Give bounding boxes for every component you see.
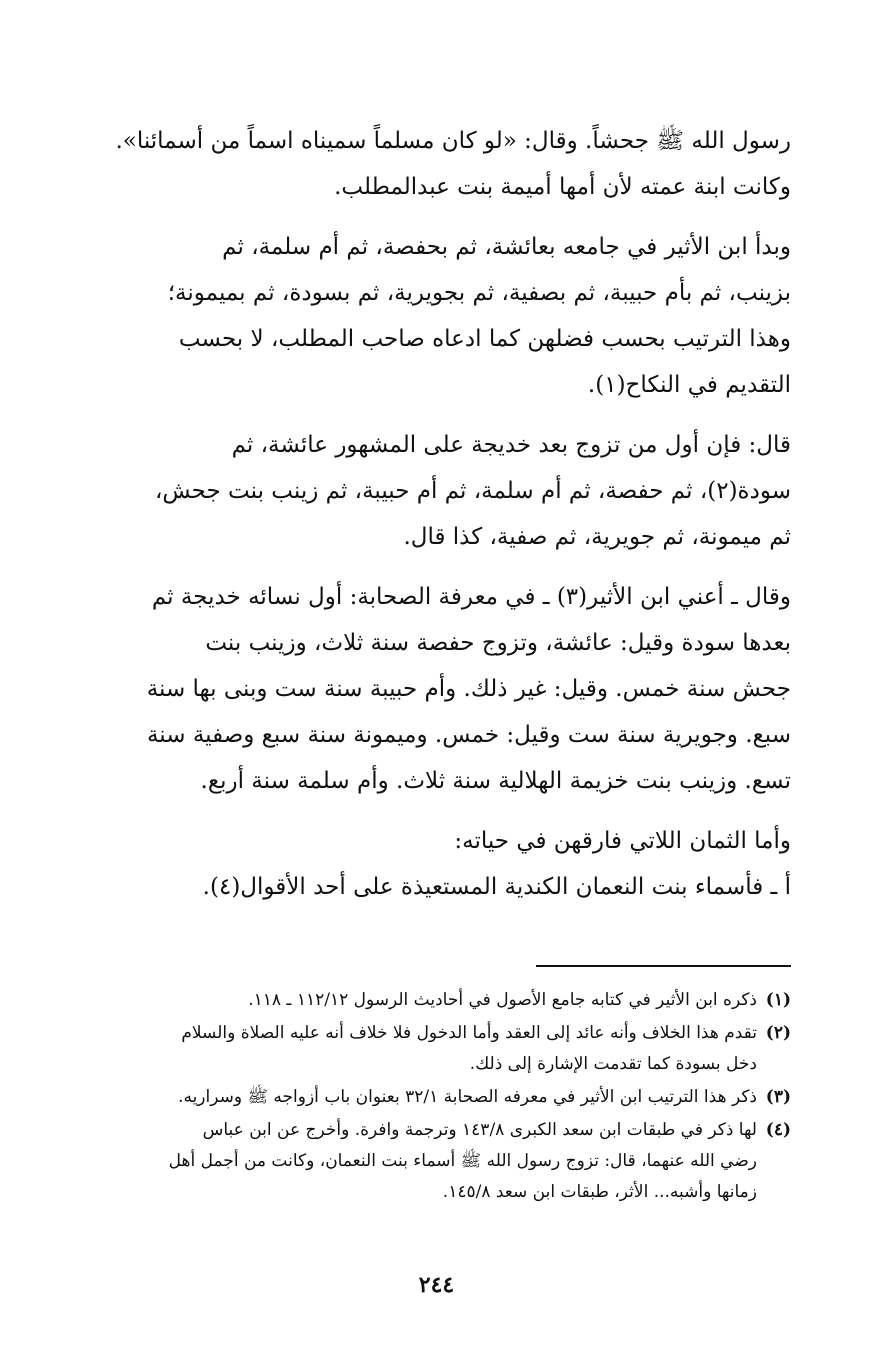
- main-text: [81, 118, 791, 910]
- footnote-3: [81, 1082, 791, 1113]
- paragraph-2: وبدأ ابن الأثير في جامعه بعائشة، ثم بحفصة، ثم أم سلمة، ثم بزينب، ثم بأم حبيبة، ثم بصفية، ثم بجويرية، ثم بسودة، ثم بميمونة؛ وهذا الترتيب بحسب فضلهن كما ادعاه صاحب المطلب، لا بحسب التقديم في النكاح(١).: [167, 234, 791, 398]
- paragraph-3: قال: فإن أول من تزوج بعد خديجة على المشهور عائشة، ثم سودة(٢)، ثم حفصة، ثم أم سلمة، ثم أم حبيبة، ثم زينب بنت جحش، ثم ميمونة، ثم جويرية، ثم صفية، كذا قال.: [154, 432, 791, 550]
- paragraph-1: رسول الله ﷺ جحشاً. وقال: «لو كان مسلماً سميناه اسماً من أسمائنا». وكانت ابنة عمته لأن أمها أميمة بنت عبدالمطلب.: [115, 128, 791, 200]
- footnote-2: [81, 1018, 791, 1080]
- footnote-text: ذكره ابن الأثير في كتابه جامع الأصول في أحاديث الرسول ١١٢/١٢ ـ ١١٨.: [248, 990, 757, 1010]
- paragraph-5: وأما الثمان اللاتي فارقهن في حياته: أ ـ فأسماء بنت النعمان الكندية المستعيذة على أحد الأقوال(٤).: [202, 828, 791, 900]
- footnote-text: ذكر هذا الترتيب ابن الأثير في معرفه الصحابة ٣٢/١ بعنوان باب أزواجه ﷺ وسراريه.: [178, 1087, 757, 1107]
- page-number: ٢٤٤: [418, 1272, 455, 1298]
- footnote-1: [81, 985, 791, 1016]
- footnote-separator: [536, 965, 791, 967]
- footnote-text: لها ذكر في طبقات ابن سعد الكبرى ١٤٣/٨ وترجمة وافرة. وأخرج عن ابن عباس رضي الله عنهما، قال: تزوج رسول الله ﷺ أسماء بنت النعمان، وكانت من أجمل أهل زمانها وأشبه... الأثر، طبقات ابن سعد ١٤٥/٨.: [168, 1120, 757, 1202]
- footnotes: [81, 985, 791, 1210]
- footnote-text: تقدم هذا الخلاف وأنه عائد إلى العقد وأما الدخول فلا خلاف أنه عليه الصلاة والسلام دخل بسودة كما تقدمت الإشارة إلى ذلك.: [181, 1023, 757, 1074]
- footnote-4: [81, 1115, 791, 1208]
- footnote-number: (٣): [765, 1087, 791, 1107]
- paragraph-4: وقال ـ أعني ابن الأثير(٣) ـ في معرفة الصحابة: أول نسائه خديجة ثم بعدها سودة وقيل: عائشة، وتزوج حفصة سنة ثلاث، وزينب بنت جحش سنة خمس. وقيل: غير ذلك. وأم حبيبة سنة ست وبنى بها سنة سبع. وجويرية سنة ست وقيل: خمس. وميمونة سنة سبع وصفية سنة تسع. وزينب بنت خزيمة الهلالية سنة ثلاث. وأم سلمة سنة أربع.: [146, 584, 791, 794]
- footnote-number: (١): [765, 990, 791, 1010]
- footnote-number: (٢): [765, 1023, 791, 1043]
- footnote-number: (٤): [765, 1120, 791, 1140]
